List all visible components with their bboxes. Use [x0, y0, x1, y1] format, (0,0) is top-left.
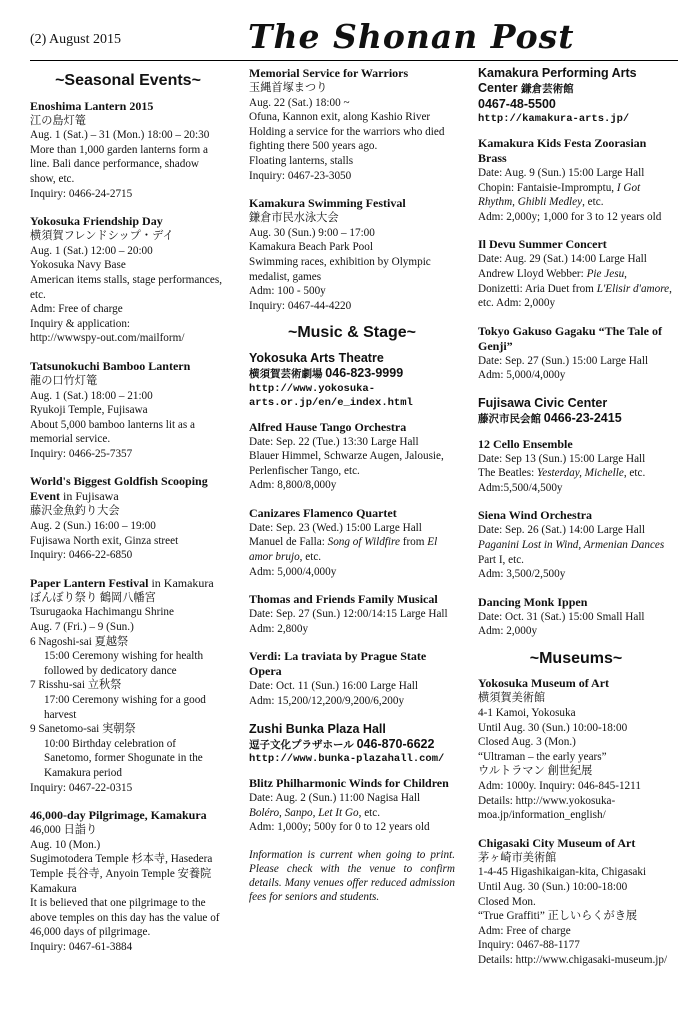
event-item — [478, 437, 674, 496]
event-detail-line: Floating lanterns, stalls — [249, 154, 354, 167]
program-text: , etc. — [582, 196, 604, 209]
event-title: Blitz Philharmonic Winds for Children — [249, 776, 449, 791]
event-title: Verdi: La traviata by Prague State Opera — [249, 649, 427, 679]
event-detail-line: 横須賀フレンドシップ・デイ — [30, 230, 174, 243]
event-title: Dancing Monk Ippen — [478, 594, 588, 609]
event-detail-line: Date: Sep. 27 (Sun.) 15:00 Large Hall — [478, 354, 649, 367]
program-text: , etc. — [299, 551, 322, 564]
event-title: Enoshima Lantern 2015 — [30, 98, 154, 113]
masthead-title: The Shonan Post — [248, 17, 575, 56]
event-title: Alfred Hause Tango Orchestra — [249, 419, 407, 434]
venue-name: Kamakura Performing Arts Center 鎌倉芸術館 — [478, 66, 637, 95]
event-detail-line: Adm: 5,000/4,000y — [478, 369, 566, 382]
program-text: , etc. Adm: 2,000y — [478, 282, 672, 310]
program-title-italic: Yesterday, Michelle — [537, 467, 624, 480]
event-detail-line: “True Graffiti” 正しいらくがき展 — [478, 910, 638, 923]
event-item — [30, 808, 226, 954]
event-title: Memorial Service for Warriors — [249, 66, 409, 80]
event-detail-line: Inquiry: 0467-44-4220 — [249, 299, 352, 312]
event-detail-line: Adm: Free of charge — [478, 924, 571, 937]
event-detail-line: 龍の口竹灯篭 — [30, 374, 98, 387]
event-detail-line: Sugimotodera Temple 杉本寺, Hasedera Temple 長谷寺, Anyoin Temple 安養院 Kamakura — [30, 853, 213, 895]
event-detail-line: http://wwwspy-out.com/mailform/ — [30, 332, 185, 345]
venue-yokosuka-arts — [249, 351, 455, 410]
venue-name: Zushi Bunka Plaza Hall — [249, 721, 386, 736]
event-item — [478, 676, 674, 822]
event-title: Canizares Flamenco Quartet — [249, 505, 397, 520]
event-detail-line: Adm: 15,200/12,200/9,200/6,200y — [249, 695, 405, 708]
event-detail-line: Date: Oct. 11 (Sun.) 16:00 Large Hall — [249, 680, 419, 693]
program-title-italic: I Got Rhythm, Ghibli Medley — [478, 181, 641, 209]
schedule-day-heading: 6 Nagoshi-sai 夏越祭 — [30, 635, 129, 648]
event-detail-line: Adm: 2,800y — [249, 622, 309, 635]
program-text: The Beatles: — [478, 467, 538, 480]
event-detail-line: Aug. 1 (Sat.) 12:00 – 20:00 — [30, 244, 153, 257]
section-heading-music: ~Music & Stage~ — [287, 324, 417, 342]
event-item — [478, 324, 674, 383]
event-item — [478, 508, 674, 581]
program-text: , etc. — [623, 467, 646, 480]
event-item — [249, 66, 455, 183]
event-title: Kamakura Kids Festa Zoorasian Brass — [478, 136, 647, 165]
event-item — [249, 196, 455, 313]
program-text: , etc. — [358, 806, 381, 819]
event-detail-line: Blauer Himmel, Schwarze Augen, Jalousie, Perlenfischer Tango, etc. — [249, 450, 444, 477]
event-detail-line: Date: Sep. 26 (Sat.) 14:00 Large Hall — [478, 524, 645, 537]
schedule-day-text: 17:00 Ceremony wishing for a good harvest — [44, 694, 206, 721]
event-detail-line: Date: Aug. 2 (Sun.) 11:00 Nagisa Hall — [249, 792, 421, 805]
event-detail-line: Adm:5,500/4,500y — [478, 481, 563, 494]
venue-jp-name: 逗子文化プラザホール — [249, 738, 354, 751]
event-detail-line: Tsurugaoka Hachimangu Shrine — [30, 606, 174, 619]
program-text: Manuel de Falla: — [249, 536, 328, 549]
event-detail-line: ウルトラマン 創世紀展 — [478, 765, 593, 778]
event-detail-line: 横須賀美術館 — [478, 692, 546, 705]
page-header — [30, 17, 678, 62]
program-text: Andrew Lloyd Webber: — [478, 267, 587, 280]
venue-fujisawa-civic — [478, 396, 674, 427]
event-detail-line: 4-1 Kamoi, Yokosuka — [478, 707, 576, 720]
event-detail-line: Closed Mon. — [478, 895, 536, 908]
program-text: Part I, etc. — [478, 553, 524, 566]
event-detail-line: Adm: 2,000y; 1,000 for 3 to 12 years old — [478, 210, 662, 223]
event-detail-line: Kamakura Beach Park Pool — [249, 241, 373, 254]
schedule-day-heading: 9 Sanetomo-sai 実朝祭 — [30, 723, 136, 736]
venue-jp-name: 藤沢市民会館 — [478, 412, 541, 425]
venue-name: Yokosuka Arts Theatre — [249, 350, 384, 365]
event-detail-line: Aug. 1 (Sat.) – 31 (Mon.) 18:00 – 20:30 — [30, 129, 210, 142]
venue-phone: 0466-23-2415 — [543, 410, 622, 425]
event-program-line — [249, 806, 455, 821]
event-program-line — [478, 267, 674, 311]
event-detail-line: Ofuna, Kannon exit, along Kashio River — [249, 111, 431, 124]
event-detail-line: Adm: 2,000y — [478, 625, 538, 638]
event-detail-line: 鎌倉市民水泳大会 — [249, 212, 339, 225]
info-disclaimer-note: Information is current when going to print. Please check with the venue to confirm details. Many venues offer reduced admission fees for seniors and students. — [249, 849, 455, 903]
event-item — [478, 595, 674, 639]
event-detail-line: Holding a service for the warriors who died fighting there 500 years ago. — [249, 125, 445, 153]
schedule-day-text: 15:00 Ceremony wishing for health followed by dedicatory dance — [44, 650, 204, 677]
event-detail-line: Date: Sep. 22 (Tue.) 13:30 Large Hall — [249, 435, 419, 448]
venue-jp-name: 鎌倉芸術館 — [521, 83, 574, 95]
event-detail-line: Inquiry: 0467-22-0315 — [30, 781, 133, 794]
event-detail-line: Adm: 1000y. Inquiry: 046-845-1211 — [478, 780, 641, 793]
program-text: from — [399, 536, 428, 549]
event-title: 12 Cello Ensemble — [478, 436, 573, 451]
event-title: Il Devu Summer Concert — [478, 237, 607, 252]
event-title: Thomas and Friends Family Musical — [249, 592, 438, 607]
event-item — [249, 592, 455, 636]
event-detail-line: Adm: 100 - 500y — [249, 285, 326, 298]
event-detail-line: American items stalls, stage performances, etc. — [30, 273, 222, 301]
event-detail-line: 藤沢金魚釣り大会 — [30, 505, 120, 518]
venue-jp-name: 横須賀芸術劇場 — [249, 367, 323, 380]
event-title: World's Biggest Goldfish Scooping Event in Fujisawa — [30, 474, 208, 504]
program-title-italic: Pie Jesu — [586, 267, 625, 280]
event-title: Chigasaki City Museum of Art — [478, 835, 636, 850]
event-detail-line: Date: Oct. 31 (Sat.) 15:00 Small Hall — [478, 610, 645, 623]
event-detail-line: Inquiry & application: — [30, 317, 131, 330]
event-item — [478, 237, 674, 310]
event-item — [30, 214, 226, 346]
event-title: 46,000-day Pilgrimage, Kamakura — [30, 808, 207, 823]
event-detail-line: Aug. 30 (Sun.) 9:00 – 17:00 — [249, 226, 375, 239]
event-detail-line: Inquiry: 0467-61-3884 — [30, 940, 133, 953]
column-seasonal-events — [30, 66, 226, 968]
event-item — [478, 836, 674, 968]
event-detail-line: Details: http://www.yokosuka-moa.jp/information_english/ — [478, 794, 616, 822]
issue-date: (2) August 2015 — [30, 32, 121, 47]
event-title: Kamakura Swimming Festival — [249, 196, 406, 211]
program-title-italic: Paganini Lost in Wind, Armenian Dances — [478, 538, 665, 551]
event-detail-line: 玉縄首塚まつり — [249, 82, 328, 94]
venue-url-link[interactable]: http://www.yokosuka-arts.or.jp/en/e_index.html — [249, 382, 413, 409]
program-title-italic: El amor brujo — [249, 536, 438, 564]
event-item — [30, 99, 226, 202]
event-title: Tokyo Gakuso Gagaku “The Tale of Genji” — [478, 323, 662, 353]
section-heading-seasonal: ~Seasonal Events~ — [55, 72, 201, 89]
venue-name: Fujisawa Civic Center — [478, 395, 608, 410]
event-detail-line: Until Aug. 30 (Sun.) 10:00-18:00 — [478, 881, 628, 893]
event-detail-line: ぼんぼり祭り 鶴岡八幡宮 — [30, 591, 156, 604]
event-item — [249, 776, 455, 835]
event-detail-line: Yokosuka Navy Base — [30, 259, 126, 272]
event-detail-line: Swimming races, exhibition by Olympic medalist, games — [249, 255, 431, 283]
event-title: Tatsunokuchi Bamboo Lantern — [30, 358, 191, 373]
venue-url-link[interactable]: http://kamakura-arts.jp/ — [478, 113, 630, 125]
venue-kamakura-arts — [478, 66, 674, 126]
event-title: Yokosuka Friendship Day — [30, 214, 163, 229]
event-item — [249, 420, 455, 493]
event-detail-line: Adm: Free of charge — [30, 303, 123, 316]
column-venues-museums — [478, 66, 674, 981]
event-detail-line: Inquiry: 0466-25-7357 — [30, 447, 133, 460]
event-detail-line: Inquiry: 0467-23-3050 — [249, 169, 352, 182]
header-rule — [30, 60, 678, 61]
venue-zushi-bunka — [249, 722, 455, 767]
event-item — [249, 506, 455, 579]
event-item — [478, 136, 674, 224]
event-detail-line: Date: Sep 13 (Sun.) 15:00 Large Hall — [478, 452, 646, 465]
event-detail-line: Aug. 2 (Sun.) 16:00 – 19:00 — [30, 520, 156, 533]
program-text: , Donizetti: Aria Duet from — [478, 267, 627, 295]
event-detail-line: Date: Sep. 23 (Wed.) 15:00 Large Hall — [249, 521, 422, 534]
event-title: Paper Lantern Festival in Kamakura — [30, 575, 214, 590]
event-detail-line: Adm: 5,000/4,000y — [249, 565, 337, 578]
event-item — [30, 576, 226, 795]
event-title-suffix: in Fujisawa — [60, 489, 119, 504]
venue-phone: 0467-48-5500 — [478, 97, 556, 111]
event-detail-line: Inquiry: 0466-22-6850 — [30, 549, 133, 562]
schedule-day-text: 10:00 Birthday celebration of Sanetomo, former Shogunate in the Kamakura period — [44, 737, 203, 779]
event-item — [249, 649, 455, 708]
event-title-suffix: in Kamakura — [148, 575, 214, 590]
event-detail-line: Date: Aug. 29 (Sat.) 14:00 Large Hall — [478, 253, 647, 266]
program-title-italic: Song of Wildfire — [327, 536, 400, 549]
event-detail-line: Inquiry: 0467-88-1177 — [478, 939, 580, 952]
event-program-line — [478, 466, 674, 481]
venue-url-link[interactable]: http://www.bunka-plazahall.com/ — [249, 753, 445, 766]
event-detail-line: Details: http://www.chigasaki-museum.jp/ — [478, 953, 668, 966]
schedule-day-heading: 7 Risshu-sai 立秋祭 — [30, 679, 122, 692]
program-text: Chopin: Fantaisie-Impromptu, — [478, 181, 617, 194]
event-title: Yokosuka Museum of Art — [478, 676, 610, 691]
event-detail-line: Date: Sep. 27 (Sun.) 12:00/14:15 Large Hall — [249, 608, 448, 621]
event-item — [30, 359, 226, 462]
event-program-line — [478, 538, 674, 567]
event-detail-line: More than 1,000 garden lanterns form a line. Bali dance performance, shadow show, etc. — [30, 143, 209, 185]
event-detail-line: Ryukoji Temple, Fujisawa — [30, 404, 148, 417]
program-title-italic: Boléro, Sanpo, Let It Go — [249, 806, 359, 819]
event-detail-line: Closed Aug. 3 (Mon.) — [478, 736, 576, 749]
event-detail-line: It is believed that one pilgrimage to the above temples on this day has the value of 46,000 days of pilgrimage. — [30, 897, 220, 939]
event-title: Siena Wind Orchestra — [478, 508, 593, 523]
event-detail-line: Aug. 10 (Mon.) — [30, 838, 101, 851]
event-program-line — [249, 535, 455, 564]
event-detail-line: About 5,000 bamboo lanterns lit as a memorial service. — [30, 418, 195, 446]
event-detail-line: Fujisawa North exit, Ginza street — [30, 534, 179, 547]
event-detail-line: Adm: 3,500/2,500y — [478, 568, 566, 581]
event-item — [30, 474, 226, 562]
event-detail-line: Until Aug. 30 (Sun.) 10:00-18:00 — [478, 721, 628, 734]
section-heading-museums: ~Museums~ — [529, 649, 623, 667]
program-title-italic: L'Elisir d'amore — [596, 282, 670, 295]
event-detail-line: Adm: 8,800/8,000y — [249, 479, 337, 492]
event-detail-line: Date: Aug. 9 (Sun.) 15:00 Large Hall — [478, 167, 645, 179]
event-detail-line: Adm: 1,000y; 500y for 0 to 12 years old — [249, 821, 430, 834]
event-detail-line: Inquiry: 0466-24-2715 — [30, 187, 133, 200]
event-detail-line: 茅ヶ崎市美術館 — [478, 851, 557, 864]
event-detail-line: 江の島灯篭 — [30, 114, 86, 127]
event-detail-line: Aug. 22 (Sat.) 18:00 ~ — [249, 96, 350, 109]
event-detail-line: 46,000 日詣り — [30, 824, 98, 837]
event-detail-line: Aug. 1 (Sat.) 18:00 – 21:00 — [30, 389, 153, 402]
venue-phone: 046-870-6622 — [356, 736, 435, 751]
event-detail-line: 1-4-45 Higashikaigan-kita, Chigasaki — [478, 866, 647, 879]
event-detail-line: “Ultraman – the early years” — [478, 750, 607, 763]
event-program-line — [478, 181, 674, 210]
venue-phone: 046-823-9999 — [325, 365, 404, 380]
event-detail-line: Aug. 7 (Fri.) – 9 (Sun.) — [30, 621, 134, 634]
column-music-stage — [249, 66, 455, 904]
